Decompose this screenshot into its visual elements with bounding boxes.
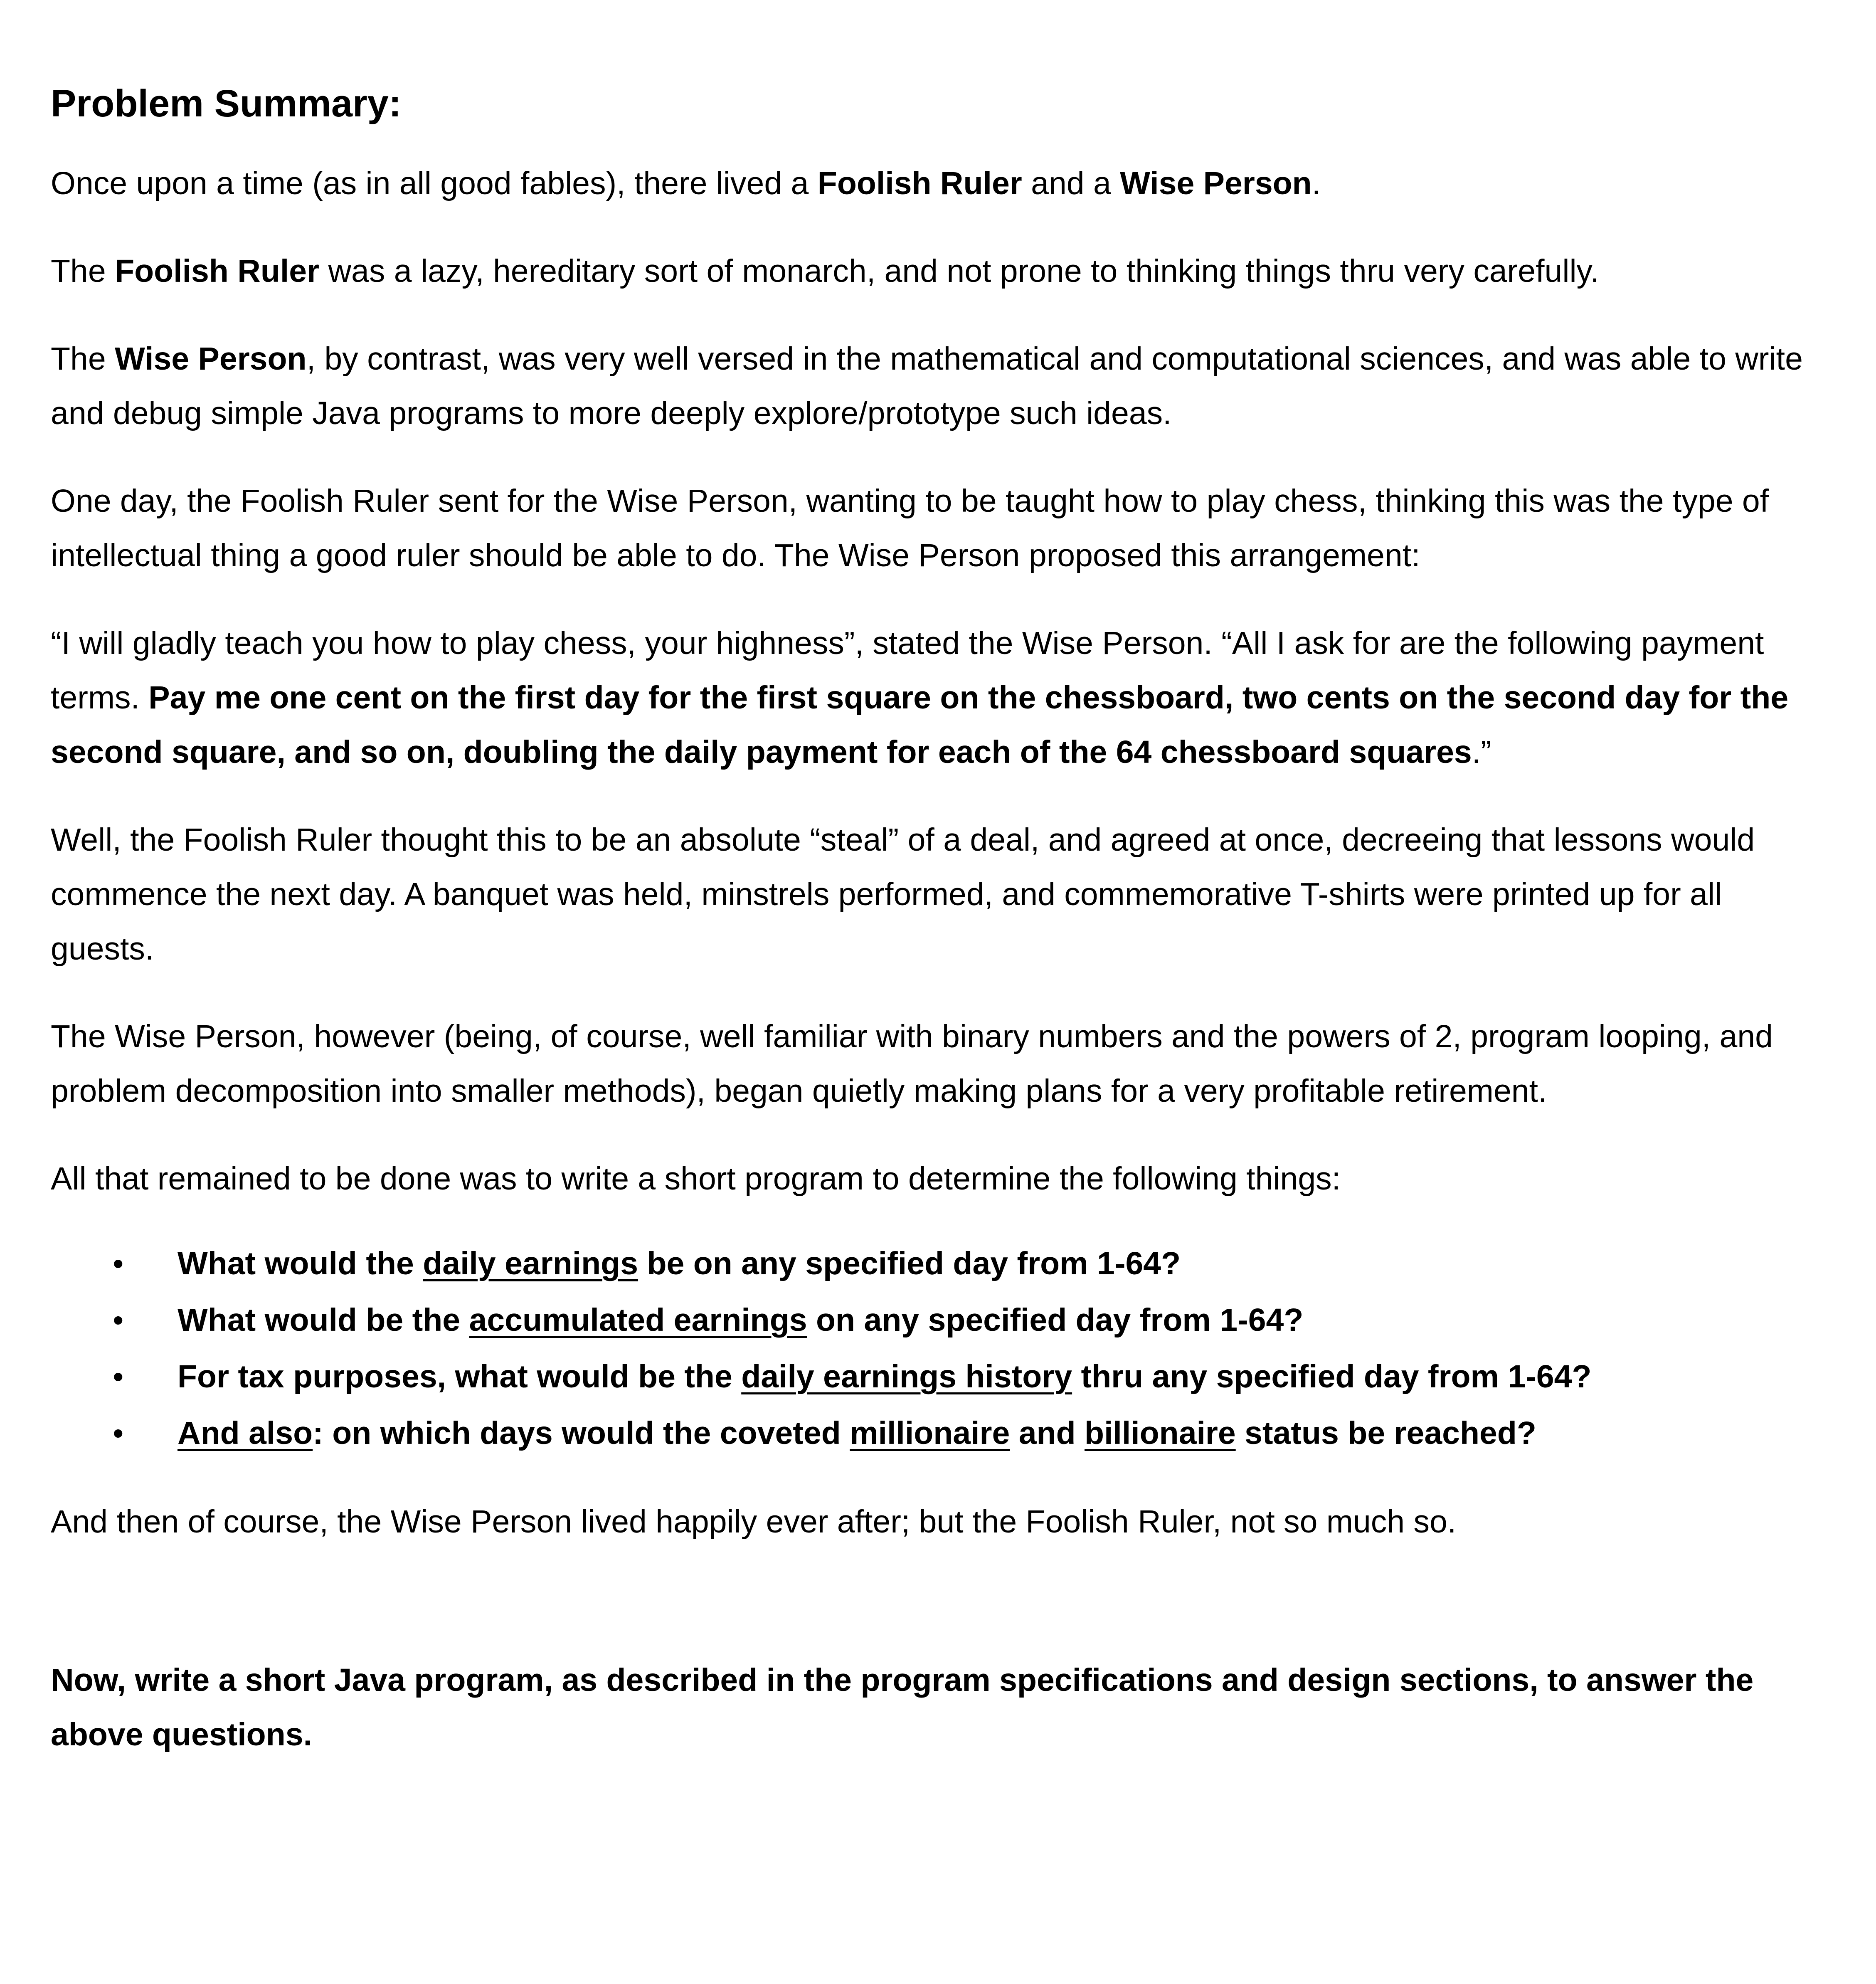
- bullet-icon: •: [113, 1303, 123, 1336]
- remaining-task-paragraph: All that remained to be done was to write a short program to determine the following things:: [51, 1160, 1341, 1197]
- text-run: and a: [1022, 165, 1120, 201]
- text-run: on any specified day from 1-64?: [807, 1302, 1304, 1338]
- payment-terms-bold: Pay me one cent on the first day for the first square on the chessboard, two cents on the second day for the second square, and so on, doubling the daily payment for each of the 64 chessboard squares: [51, 679, 1789, 770]
- bullet-icon: •: [113, 1416, 123, 1449]
- text-run: The: [51, 253, 115, 289]
- foolish-ruler-paragraph: [51, 244, 1809, 299]
- list-item: [51, 1405, 1809, 1461]
- retirement-paragraph: The Wise Person, however (being, of course, well familiar with binary numbers and the powers of 2, program looping, and problem decomposition into smaller methods), began quietly making plans for a very profitable retirement.: [51, 1018, 1773, 1109]
- bullet-icon: •: [113, 1247, 123, 1280]
- bold-term: Foolish Ruler: [115, 253, 320, 289]
- text-run: be on any specified day from 1-64?: [638, 1245, 1181, 1281]
- banquet-paragraph: Well, the Foolish Ruler thought this to be an absolute “steal” of a deal, and agreed at once, decreeing that lessons would commence the next day. A banquet was held, minstrels performed, and commemorative T-shirts were printed up for all guests.: [51, 822, 1755, 967]
- underlined-term: billionaire: [1085, 1415, 1236, 1451]
- list-item: [51, 1348, 1809, 1405]
- problem-summary-heading: Problem Summary:: [51, 82, 402, 125]
- bold-term: Wise Person: [115, 341, 307, 377]
- underlined-term: daily earnings history: [741, 1358, 1072, 1394]
- text-run: .”: [1472, 734, 1491, 770]
- text-run: What would the: [177, 1245, 423, 1281]
- ending-paragraph: And then of course, the Wise Person lived happily ever after; but the Foolish Ruler, not so much so.: [51, 1503, 1457, 1540]
- text-run: thru any specified day from 1-64?: [1072, 1358, 1592, 1394]
- underlined-term: millionaire: [850, 1415, 1010, 1451]
- payment-terms-paragraph: [51, 616, 1809, 780]
- bullet-icon: •: [113, 1360, 123, 1393]
- text-run: was a lazy, hereditary sort of monarch, and not prone to thinking things thru very carefully.: [319, 253, 1599, 289]
- text-run: status be reached?: [1235, 1415, 1536, 1451]
- bold-term: Wise Person: [1120, 165, 1312, 201]
- text-run: : on which days would the coveted: [313, 1415, 850, 1451]
- text-run: “I will gladly teach you how to play chess, your highness”, stated the Wise Person. “All I ask for are the following payment terms.: [51, 625, 1764, 716]
- text-run: The: [51, 341, 115, 377]
- text-run: and: [1010, 1415, 1085, 1451]
- bold-term: Foolish Ruler: [817, 165, 1022, 201]
- list-item: [51, 1235, 1809, 1292]
- chess-request-paragraph: One day, the Foolish Ruler sent for the Wise Person, wanting to be taught how to play chess, thinking this was the type of intellectual thing a good ruler should be able to do. The Wise Person proposed this arrangement:: [51, 483, 1769, 573]
- assignment-instruction: Now, write a short Java program, as described in the program specifications and design sections, to answer the above questions.: [51, 1662, 1754, 1752]
- list-item: [51, 1292, 1809, 1348]
- text-run: For tax purposes, what would be the: [177, 1358, 742, 1394]
- questions-list: [51, 1235, 1809, 1461]
- spacer: [51, 1582, 1809, 1653]
- wise-person-paragraph: [51, 332, 1809, 441]
- intro-paragraph: [51, 156, 1809, 211]
- underlined-term: And also: [177, 1415, 313, 1451]
- text-run: Once upon a time (as in all good fables), there lived a: [51, 165, 818, 201]
- text-run: , by contrast, was very well versed in the mathematical and computational sciences, and was able to write and debug simple Java programs to more deeply explore/prototype such ideas.: [51, 341, 1803, 431]
- underlined-term: daily earnings: [423, 1245, 638, 1281]
- underlined-term: accumulated earnings: [469, 1302, 807, 1338]
- text-run: What would be the: [177, 1302, 469, 1338]
- text-run: .: [1311, 165, 1321, 201]
